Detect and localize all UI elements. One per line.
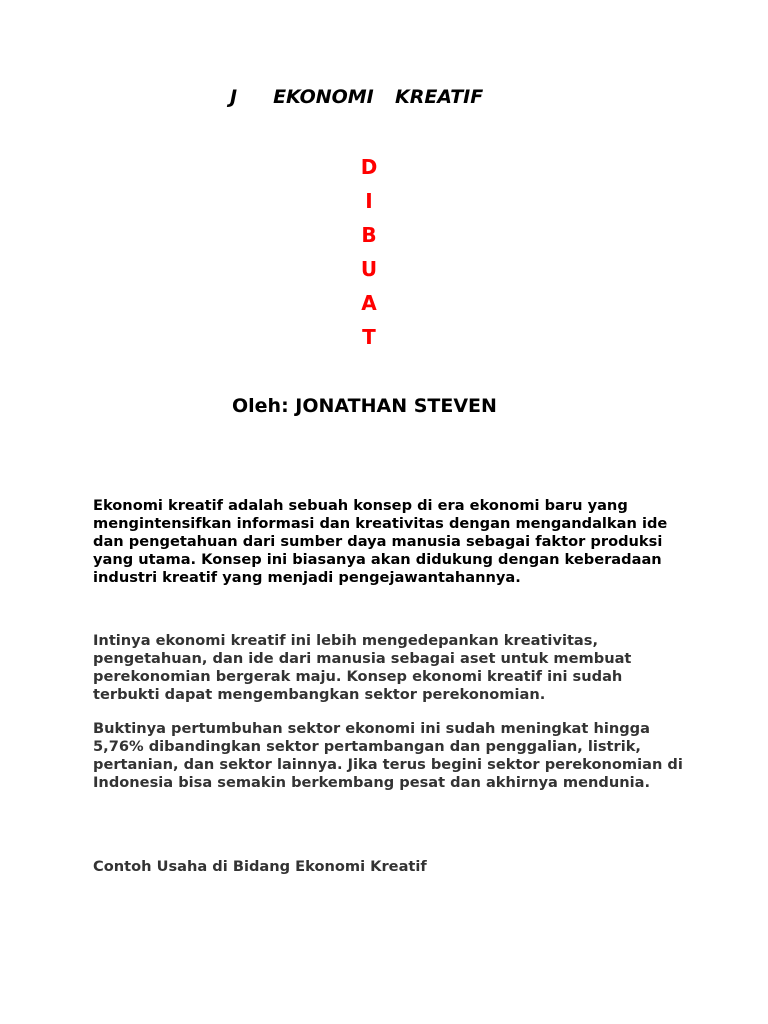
vertical-letter: I (365, 189, 373, 213)
title-letter: J (230, 86, 238, 108)
paragraph-evidence: Buktinya pertumbuhan sektor ekonomi ini sudah meningkat hingga 5,76% dibandingkan sektor pertambangan dan penggalian, listrik, pertanian, dan sektor lainnya. Jika terus begini sektor perekonomian di Indonesia bisa semakin berkembang pesat dan akhirnya mendunia. (93, 720, 683, 791)
vertical-letter: T (362, 325, 376, 349)
vertical-word-dibuat (358, 153, 380, 357)
section-heading-examples: Contoh Usaha di Bidang Ekonomi Kreatif (93, 858, 427, 875)
paragraph-definition: Ekonomi kreatif adalah sebuah konsep di era ekonomi baru yang mengintensifkan informasi dan kreativitas dengan mengandalkan ide dan pengetahuan dari sumber daya manusia sebagai faktor produksi yang utama. Konsep ini biasanya akan didukung dengan keberadaan industri kreatif yang menjadi pengejawantahannya. (93, 497, 668, 586)
vertical-letter: U (360, 257, 378, 281)
document-title (230, 86, 483, 108)
author-line: Oleh: JONATHAN STEVEN (232, 395, 497, 417)
paragraph-essence: Intinya ekonomi kreatif ini lebih mengedepankan kreativitas, pengetahuan, dan ide dari manusia sebagai aset untuk membuat perekonomian bergerak maju. Konsep ekonomi kreatif ini sudah terbukti dapat mengembangkan sektor perekonomian. (93, 632, 632, 703)
vertical-letter: D (360, 155, 378, 179)
title-text: EKONOMI KREATIF (273, 86, 484, 108)
vertical-letter: B (361, 223, 377, 247)
vertical-letter: A (361, 291, 377, 315)
